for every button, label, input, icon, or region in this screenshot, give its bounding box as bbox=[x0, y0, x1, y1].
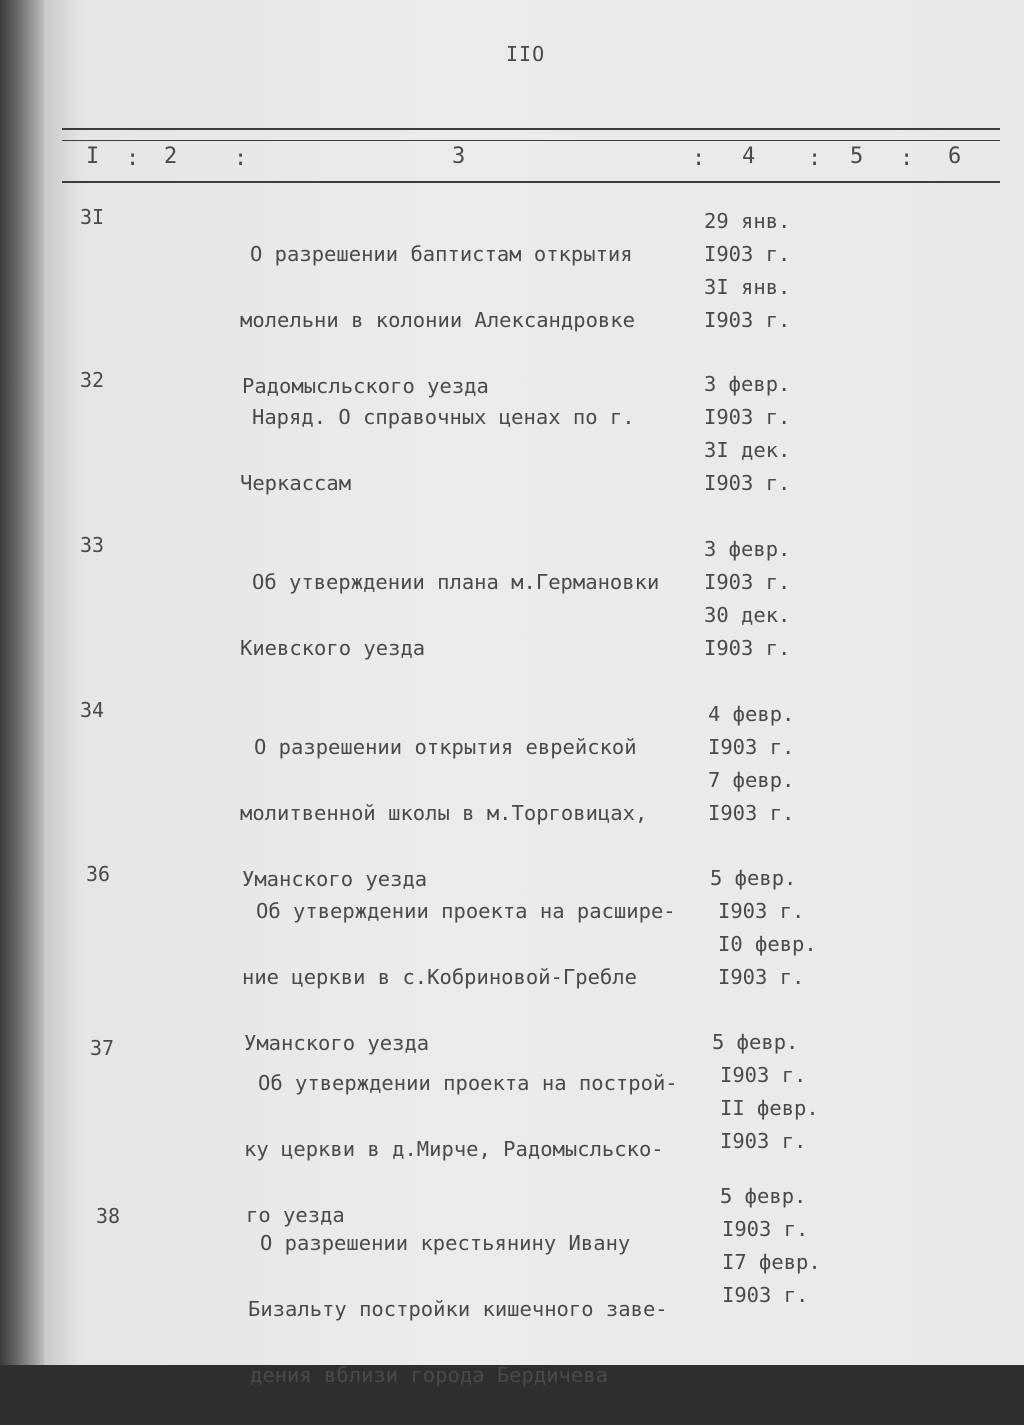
entry-number: 33 bbox=[80, 533, 105, 557]
table-row bbox=[44, 1184, 1024, 1387]
end-date: 30 дек. bbox=[704, 603, 791, 627]
entry-title-line: О разрешении открытия еврейской bbox=[254, 735, 637, 759]
end-year: I903 г. bbox=[704, 471, 791, 495]
entry-title-line: ку церкви в д.Мирче, Радомысльско- bbox=[244, 1137, 664, 1161]
column-header-3: 3 bbox=[452, 144, 466, 169]
end-date: I0 февр. bbox=[718, 932, 817, 956]
entry-dates bbox=[704, 1026, 840, 1158]
end-date: 3I янв. bbox=[704, 275, 791, 299]
entry-dates bbox=[704, 862, 838, 994]
end-year: I903 г. bbox=[704, 636, 791, 660]
column-header-1: I bbox=[86, 144, 100, 169]
entry-title-line: Киевского уезда bbox=[240, 636, 426, 660]
entry-number: 34 bbox=[80, 698, 105, 722]
start-year: I903 г. bbox=[720, 1063, 807, 1087]
end-year: I903 г. bbox=[708, 801, 795, 825]
entry-title-line: О разрешении баптистам открытия bbox=[250, 242, 633, 266]
column-separator: : bbox=[126, 146, 140, 171]
entry-title-line: Уманского уезда bbox=[242, 867, 428, 891]
column-separator: : bbox=[234, 146, 248, 171]
entry-title-line: дения вблизи города Бердичева bbox=[250, 1363, 608, 1387]
entry-title-line: Об утверждении проекта на построй- bbox=[258, 1071, 678, 1095]
start-date: 3 февр. bbox=[704, 537, 791, 561]
entry-title-line: Об утверждении плана м.Германовки bbox=[252, 570, 660, 594]
entry-dates bbox=[704, 1180, 842, 1312]
start-year: I903 г. bbox=[722, 1217, 809, 1241]
document-page bbox=[44, 0, 1024, 1387]
column-header-2: 2 bbox=[164, 144, 178, 169]
start-year: I903 г. bbox=[704, 570, 791, 594]
entry-dates bbox=[704, 698, 828, 830]
end-year: I903 г. bbox=[704, 308, 791, 332]
end-date: I7 февр. bbox=[722, 1250, 821, 1274]
entry-number: 37 bbox=[90, 1036, 115, 1060]
entry-number: 38 bbox=[96, 1204, 121, 1228]
start-year: I903 г. bbox=[708, 735, 795, 759]
column-separator: : bbox=[808, 146, 822, 171]
start-date: 3 февр. bbox=[704, 372, 791, 396]
entry-title bbox=[240, 1194, 730, 1425]
table-row bbox=[44, 368, 1024, 498]
entry-title-line: Уманского уезда bbox=[244, 1031, 430, 1055]
header-rule-bottom bbox=[62, 181, 1000, 183]
entry-number: 32 bbox=[80, 368, 105, 392]
entry-title-line: Бизальту постройки кишечного заве- bbox=[248, 1297, 668, 1321]
header-rule-top bbox=[62, 128, 1000, 130]
entry-title-line: Черкассам bbox=[240, 471, 352, 495]
end-date: 3I дек. bbox=[704, 438, 791, 462]
start-year: I903 г. bbox=[704, 242, 791, 266]
start-date: 5 февр. bbox=[720, 1184, 807, 1208]
page-number: IIO bbox=[506, 42, 546, 66]
entry-number: 36 bbox=[86, 862, 111, 886]
entry-title-line: О разрешении крестьянину Ивану bbox=[260, 1231, 631, 1255]
entry-dates bbox=[704, 368, 824, 500]
binding-edge bbox=[0, 0, 44, 1365]
column-header-5: 5 bbox=[850, 144, 864, 169]
end-year: I903 г. bbox=[722, 1283, 809, 1307]
header-rule-top-thin bbox=[62, 140, 1000, 141]
entry-dates bbox=[704, 205, 824, 337]
start-date: 29 янв. bbox=[704, 209, 791, 233]
start-year: I903 г. bbox=[718, 899, 805, 923]
entry-title-line: Об утверждении проекта на расшире- bbox=[256, 899, 676, 923]
end-year: I903 г. bbox=[720, 1129, 807, 1153]
entry-dates bbox=[704, 533, 824, 665]
entry-title-line: Радомысльского уезда bbox=[242, 374, 489, 398]
column-header-6: 6 bbox=[948, 144, 962, 169]
end-date: II февр. bbox=[720, 1096, 819, 1120]
end-year: I903 г. bbox=[718, 965, 805, 989]
column-header-4: 4 bbox=[742, 144, 756, 169]
entry-title-line: молельни в колонии Александровке bbox=[240, 308, 635, 332]
end-date: 7 февр. bbox=[708, 768, 795, 792]
start-year: I903 г. bbox=[704, 405, 791, 429]
table-row bbox=[44, 533, 1024, 663]
start-date: 4 февр. bbox=[708, 702, 795, 726]
column-separator: : bbox=[692, 146, 706, 171]
entry-number: 3I bbox=[80, 205, 105, 229]
entry-title-line: ние церкви в с.Кобриновой-Гребле bbox=[242, 965, 637, 989]
column-separator: : bbox=[900, 146, 914, 171]
entry-title-line: го уезда bbox=[246, 1203, 345, 1227]
start-date: 5 февр. bbox=[710, 866, 797, 890]
entry-title-line: молитвенной школы в м.Торговицах, bbox=[240, 801, 648, 825]
entry-title-line: Наряд. О справочных ценах по г. bbox=[252, 405, 635, 429]
start-date: 5 февр. bbox=[712, 1030, 799, 1054]
